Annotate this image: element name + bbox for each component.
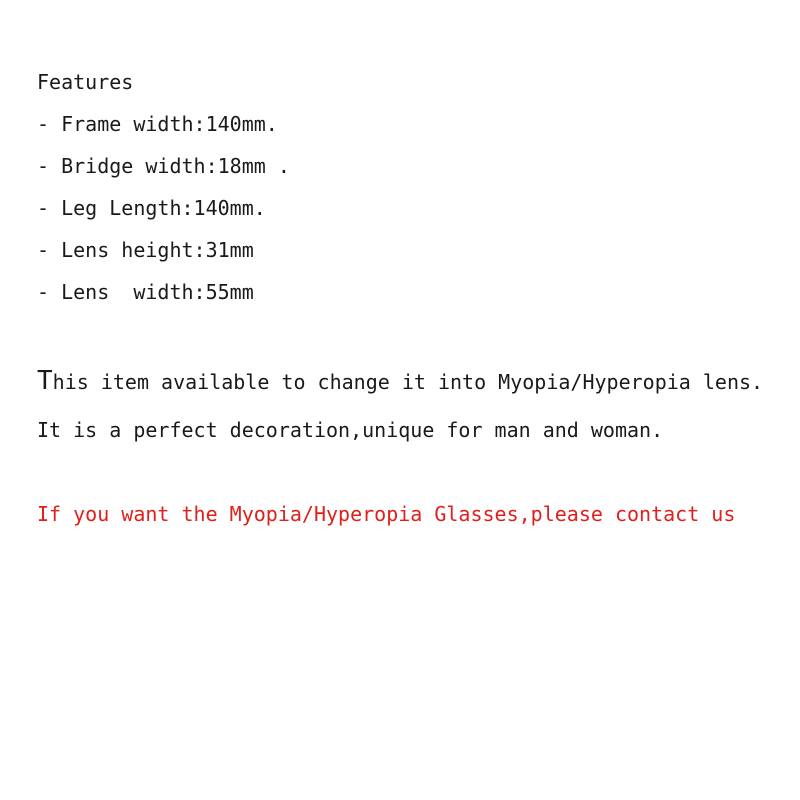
feature-leg-length: - Leg Length:140mm.	[37, 196, 266, 220]
description-first-letter: T	[37, 366, 53, 396]
description-line-1-text: his item available to change it into Myopia/Hyperopia lens.	[52, 370, 764, 394]
features-heading: Features	[37, 70, 134, 94]
feature-lens-width: - Lens width:55mm	[37, 280, 254, 304]
feature-lens-height: - Lens height:31mm	[37, 238, 254, 262]
description-line-2: It is a perfect decoration,unique for man and woman.	[37, 418, 664, 442]
feature-frame-width: - Frame width:140mm.	[37, 112, 278, 136]
description-line-1	[37, 366, 764, 396]
feature-bridge-width: - Bridge width:18mm .	[37, 154, 290, 178]
contact-notice: If you want the Myopia/Hyperopia Glasses,please contact us	[37, 502, 736, 526]
